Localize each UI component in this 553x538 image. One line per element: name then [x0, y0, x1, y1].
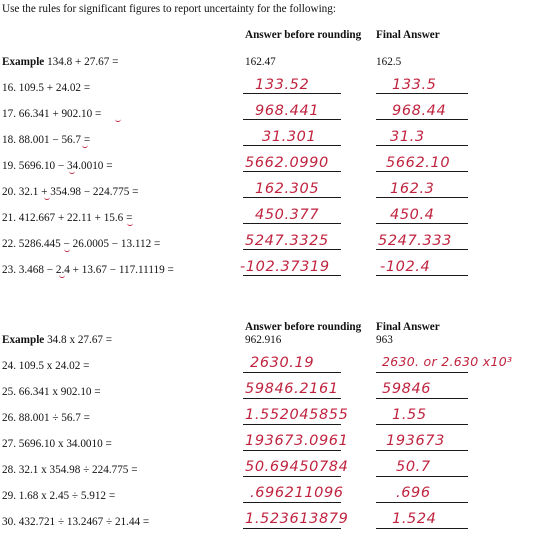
question-30: 30. 432.721 ÷ 13.2467 ÷ 21.44 =: [2, 516, 150, 528]
example-2: [2, 334, 112, 347]
sig-fig-mark: [127, 221, 133, 226]
answer-line: [243, 171, 341, 172]
answer-24-before-rounding: 2630.19: [250, 355, 315, 371]
answer-line: [243, 372, 341, 373]
answer-25-final: 59846: [382, 381, 432, 397]
instructions: Use the rules for significant figures to report uncertainty for the following:: [2, 3, 336, 15]
answer-line: [243, 93, 341, 94]
answer-26-final: 1.55: [392, 407, 427, 423]
example-1-before: 162.47: [245, 56, 276, 68]
answer-line: [243, 249, 341, 250]
answer-27-before-rounding: 193673.0961: [245, 433, 349, 449]
example-expression: 134.8 + 27.67 =: [47, 56, 119, 68]
answer-line: [243, 398, 341, 399]
answer-line: [376, 502, 468, 503]
header-before-rounding-2: Answer before rounding: [245, 321, 362, 333]
answer-26-before-rounding: 1.552045855: [245, 407, 349, 423]
answer-17-final: 968.44: [392, 103, 447, 119]
sig-fig-mark: [115, 117, 121, 122]
question-28: 28. 32.1 x 354.98 ÷ 224.775 =: [2, 464, 138, 476]
answer-28-before-rounding: 50.69450784: [245, 459, 349, 475]
answer-line: [376, 145, 468, 146]
answer-28-final: 50.7: [396, 459, 431, 475]
answer-line: [376, 223, 468, 224]
question-21: 21. 412.667 + 22.11 + 15.6 =: [2, 212, 133, 224]
answer-30-final: 1.524: [392, 511, 437, 527]
header-final-answer-2: Final Answer: [376, 321, 440, 333]
answer-line: [376, 275, 468, 276]
question-16: 16. 109.5 + 24.02 =: [2, 82, 91, 94]
question-19: 19. 5696.10 − 34.0010 =: [2, 160, 113, 172]
answer-25-before-rounding: 59846.2161: [245, 381, 339, 397]
header-before-rounding-1: Answer before rounding: [245, 29, 362, 41]
answer-line: [243, 145, 341, 146]
question-27: 27. 5696.10 x 34.0010 =: [2, 438, 112, 450]
answer-29-final: .696: [396, 485, 431, 501]
answer-23-final: -102.4: [380, 259, 431, 275]
answer-22-final: 5247.333: [378, 233, 452, 249]
answer-20-before-rounding: 162.305: [255, 181, 320, 197]
example-1-final: 162.5: [376, 56, 402, 68]
question-23: 23. 3.468 − 2.4 + 13.67 − 117.11119 =: [2, 264, 174, 276]
sig-fig-mark: [64, 247, 70, 252]
answer-18-final: 31.3: [390, 129, 425, 145]
sig-fig-mark: [59, 273, 65, 278]
answer-line: [243, 197, 341, 198]
answer-16-final: 133.5: [392, 77, 437, 93]
answer-17-before-rounding: 968.441: [255, 103, 320, 119]
sig-fig-mark: [82, 143, 88, 148]
sig-fig-mark: [44, 195, 50, 200]
answer-line: [243, 502, 341, 503]
sig-fig-mark: [69, 169, 75, 174]
answer-23-before-rounding: -102.37319: [240, 259, 330, 275]
question-20: 20. 32.1 + 354.98 − 224.775 =: [2, 186, 139, 198]
answer-19-final: 5662.10: [386, 155, 451, 171]
answer-24-final: 2630. or 2.630 x10³: [382, 354, 513, 369]
answer-line: [243, 223, 341, 224]
answer-29-before-rounding: .696211096: [250, 485, 344, 501]
answer-line: [243, 119, 341, 120]
answer-21-final: 450.4: [390, 207, 435, 223]
question-22: 22. 5286.445 − 26.0005 − 13.112 =: [2, 238, 161, 250]
example-1: [2, 56, 118, 69]
question-26: 26. 88.001 ÷ 56.7 =: [2, 412, 90, 424]
answer-line: [376, 450, 468, 451]
question-25: 25. 66.341 x 902.10 =: [2, 386, 101, 398]
answer-line: [376, 119, 468, 120]
question-29: 29. 1.68 x 2.45 ÷ 5.912 =: [2, 490, 116, 502]
answer-16-before-rounding: 133.52: [255, 77, 310, 93]
answer-line: [376, 424, 468, 425]
answer-line: [376, 398, 468, 399]
answer-19-before-rounding: 5662.0990: [245, 155, 329, 171]
answer-line: [376, 528, 468, 529]
answer-line: [243, 275, 341, 276]
answer-line: [243, 476, 341, 477]
answer-line: [376, 372, 468, 373]
answer-27-final: 193673: [386, 433, 445, 449]
answer-22-before-rounding: 5247.3325: [245, 233, 329, 249]
answer-line: [376, 171, 468, 172]
example-label: Example: [2, 56, 45, 68]
answer-line: [243, 424, 341, 425]
answer-line: [376, 476, 468, 477]
answer-21-before-rounding: 450.377: [255, 207, 320, 223]
answer-line: [243, 528, 341, 529]
answer-line: [376, 93, 468, 94]
answer-line: [243, 450, 341, 451]
question-18: 18. 88.001 − 56.7 =: [2, 134, 91, 146]
example-2-before: 962.916: [245, 334, 282, 346]
example-label: Example: [2, 334, 45, 346]
example-expression: 34.8 x 27.67 =: [47, 334, 113, 346]
answer-line: [376, 249, 468, 250]
answer-18-before-rounding: 31.301: [262, 129, 317, 145]
question-24: 24. 109.5 x 24.02 =: [2, 360, 90, 372]
question-17: 17. 66.341 + 902.10 =: [2, 108, 102, 120]
answer-line: [376, 197, 468, 198]
example-2-final: 963: [376, 334, 393, 346]
answer-20-final: 162.3: [390, 181, 435, 197]
answer-30-before-rounding: 1.523613879: [245, 511, 349, 527]
header-final-answer-1: Final Answer: [376, 29, 440, 41]
